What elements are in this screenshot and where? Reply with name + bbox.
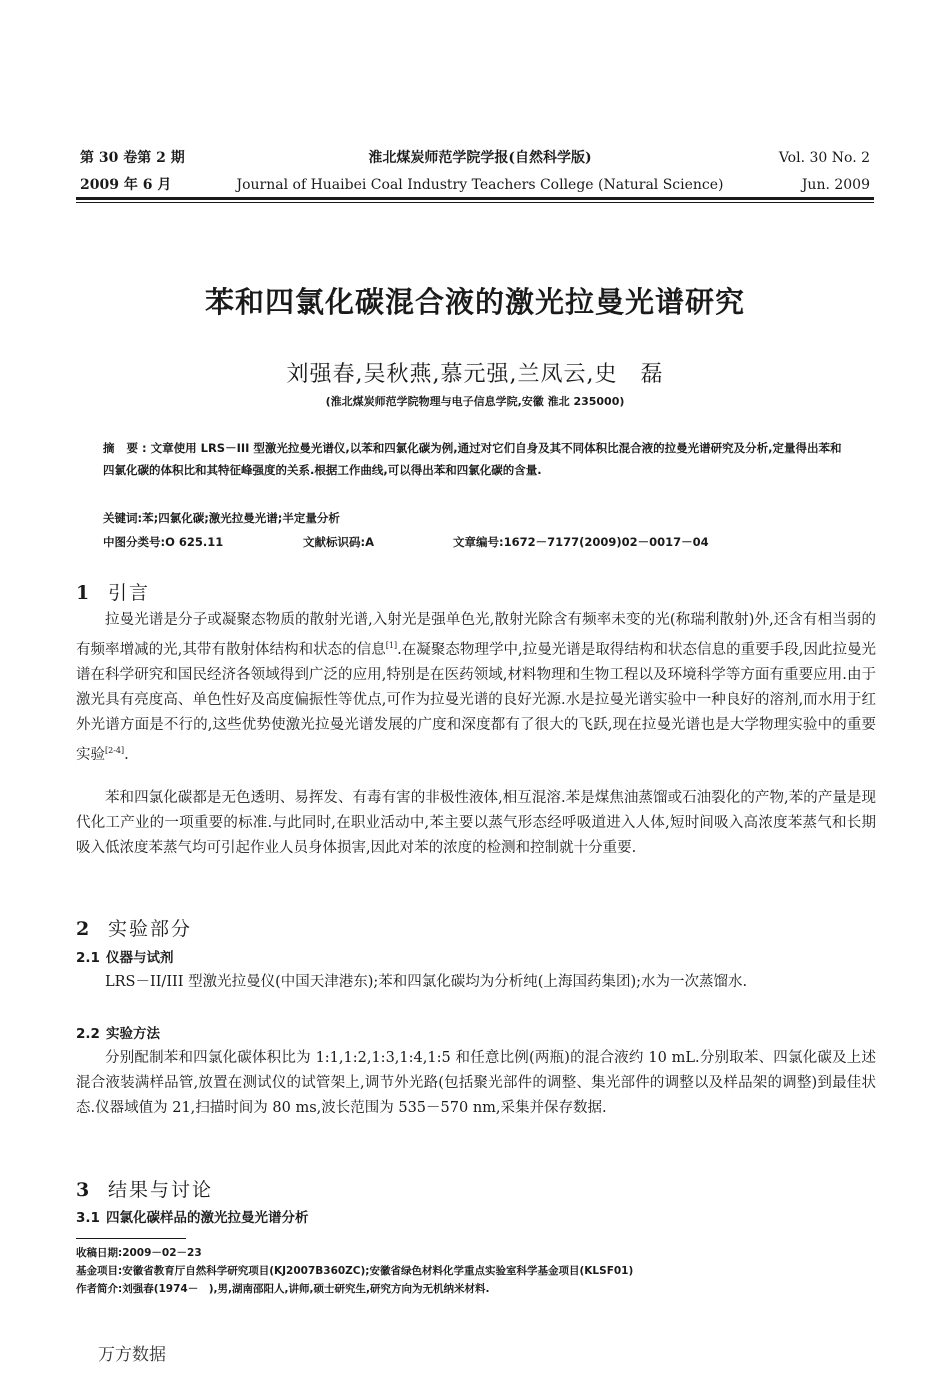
subsection-title: 实验方法 [106,1026,160,1042]
header-center [200,145,760,199]
section-title: 引言 [108,582,151,604]
author-info: 作者简介:刘强春(1974－ ),男,湖南邵阳人,讲师,硕士研究生,研究方向为无机纳米材料. [76,1283,490,1295]
paper-title: 苯和四氯化碳混合液的激光拉曼光谱研究 [204,285,745,319]
clc-number: 中图分类号:O 625.11 [103,535,224,549]
citation: [1] [385,641,398,650]
footnote-rule [76,1238,186,1239]
section-1-paragraph-1 [76,608,876,768]
footnotes [76,1244,876,1298]
fund-info: 基金项目:安徽省教育厅自然科学研究项目(KJ2007B360ZC);安徽省绿色材料化学重点实验室科学基金项目(KLSF01) [76,1265,634,1277]
received-date: 收稿日期:2009－02－23 [76,1247,202,1259]
affiliation: (淮北煤炭师范学院物理与电子信息学院,安徽 淮北 235000) [325,395,625,408]
section-number: 3 [76,1179,92,1201]
subsection-number: 2.2 [76,1026,100,1042]
abstract-text: 文章使用 LRS－III 型激光拉曼光谱仪,以苯和四氯化碳为例,通过对它们自身及其不同体积比混合液的拉曼光谱研究及分析,定量得出苯和四氯化碳的体积比和其特征峰强度的关系.根据工作曲线,可以得出苯和四氯化碳的含量. [103,441,842,477]
authors: 刘强春,吴秋燕,慕元强,兰凤云,史 磊 [286,362,664,387]
subsection-2-2-heading [76,1022,160,1042]
keywords: 关键词:苯;四氯化碳;激光拉曼光谱;半定量分析 [103,511,340,525]
section-3-heading [76,1175,213,1202]
journal-cn: 淮北煤炭师范学院学报(自然科学版) [368,150,592,166]
volume-cn: 第 30 卷第 2 期 [80,150,185,166]
section-1-heading [76,578,150,605]
article-number: 文章编号:1672－7177(2009)02－0017－04 [453,535,709,549]
volume-en: Vol. 30 No. 2 [778,150,870,166]
header-rule [76,197,874,200]
date-en: Jun. 2009 [801,177,870,193]
subsection-2-1-heading [76,946,174,966]
paragraph-text: 拉曼光谱是分子或凝聚态物质的散射光谱,入射光是强单色光,散射光除含有频率未变的光(称瑞利散射)外,还含有相当弱的有频率增减的光,其带有散射体结构和状态的信息 [76,612,876,658]
abstract [103,437,851,481]
subsection-2-1-text: LRS－II/III 型激光拉曼仪(中国天津港东);苯和四氯化碳均为分析纯(上海国药集团);水为一次蒸馏水. [105,974,748,990]
citation: [2-4] [105,745,125,755]
section-title: 实验部分 [108,918,193,940]
subsection-title: 仪器与试剂 [106,950,174,966]
header-right [779,145,870,199]
section-1-paragraph-2: 苯和四氯化碳都是无色透明、易挥发、有毒有害的非极性液体,相互混溶.苯是煤焦油蒸馏或石油裂化的产物,苯的产量是现代化工产业的一项重要的标准.与此同时,在职业活动中,苯主要以蒸气形态经呼吸道进入人体,短时间吸入高浓度苯蒸气和长期吸入低浓度苯蒸气均可引起作业人员身体损害,因此对苯的浓度的检测和控制就十分重要. [76,790,876,856]
section-title: 结果与讨论 [108,1179,214,1201]
section-number: 2 [76,918,92,940]
paragraph-text: .在凝聚态物理学中,拉曼光谱是取得结构和状态信息的重要手段,因此拉曼光谱在科学研究和国民经济各领域得到广泛的应用,特别是在医药领域,材料物理和生物工程以及环境科学等方面有重要应用.由于激光具有亮度高、单色性好及高度偏振性等优点,可作为拉曼光谱的良好光源.水是拉曼光谱实验中一种良好的溶剂,而水用于红外光谱方面是不行的,这些优势使激光拉曼光谱发展的广度和深度都有了很大的飞跃,现在拉曼光谱也是大学物理实验中的重要实验 [76,641,877,763]
subsection-number: 2.1 [76,950,100,966]
abstract-label: 摘 要: [103,441,151,455]
section-2-heading [76,914,192,941]
section-number: 1 [76,582,92,604]
journal-en: Journal of Huaibei Coal Industry Teachers College (Natural Science) [236,177,724,193]
date-cn: 2009 年 6 月 [80,177,172,193]
subsection-3-1-heading [76,1206,309,1226]
subsection-number: 3.1 [76,1210,100,1226]
doc-code: 文献标识码:A [303,535,374,549]
paragraph-end: . [124,746,129,763]
subsection-2-2-text: 分别配制苯和四氯化碳体积比为 1:1,1:2,1:3,1:4,1:5 和任意比例(两瓶)的混合液约 10 mL.分别取苯、四氯化碳及上述混合液装满样品管,放置在测试仪的试管架上,调节外光路(包括聚光部件的调整、集光部件的调整以及样品架的调整)到最佳状态.仪器域值为 21,扫描时间为 80 ms,波长范围为 535－570 nm,采集并保存数据. [76,1050,876,1116]
subsection-title: 四氯化碳样品的激光拉曼光谱分析 [106,1210,309,1226]
header-rule-thin [76,202,874,203]
header-left [80,145,185,199]
watermark: 万方数据 [98,1345,166,1365]
classification [103,531,851,553]
